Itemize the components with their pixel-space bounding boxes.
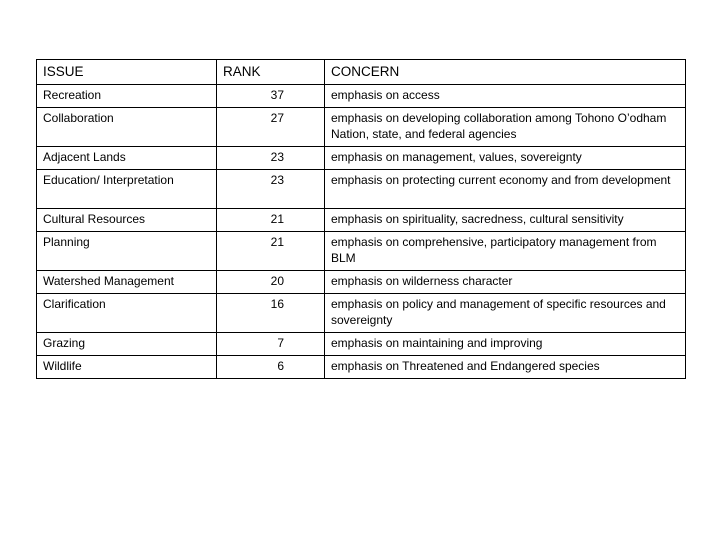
- issue-cell: Adjacent Lands: [37, 147, 217, 170]
- concern-cell: emphasis on protecting current economy and from development: [325, 170, 686, 209]
- rank-cell: 37: [217, 85, 325, 108]
- table-row: [37, 209, 686, 232]
- rank-cell: 21: [217, 209, 325, 232]
- table-row: [37, 85, 686, 108]
- concern-cell: emphasis on management, values, sovereignty: [325, 147, 686, 170]
- table-row: [37, 333, 686, 356]
- table-row: [37, 170, 686, 209]
- rank-cell: 16: [217, 294, 325, 333]
- table-header-row: [37, 60, 686, 85]
- issue-cell: Cultural Resources: [37, 209, 217, 232]
- table-row: [37, 294, 686, 333]
- issue-cell: Recreation: [37, 85, 217, 108]
- header-rank: RANK: [217, 60, 325, 85]
- header-issue: ISSUE: [37, 60, 217, 85]
- rank-cell: 23: [217, 147, 325, 170]
- issue-cell: Watershed Management: [37, 271, 217, 294]
- table-row: [37, 271, 686, 294]
- table-row: [37, 108, 686, 147]
- rank-cell: 6: [217, 356, 325, 379]
- concern-cell: emphasis on maintaining and improving: [325, 333, 686, 356]
- concern-cell: emphasis on Threatened and Endangered species: [325, 356, 686, 379]
- concern-cell: emphasis on access: [325, 85, 686, 108]
- issue-cell: Collaboration: [37, 108, 217, 147]
- concern-cell: emphasis on developing collaboration among Tohono O’odham Nation, state, and federal agencies: [325, 108, 686, 147]
- header-concern: CONCERN: [325, 60, 686, 85]
- rank-cell: 20: [217, 271, 325, 294]
- rank-cell: 23: [217, 170, 325, 209]
- issue-cell: Planning: [37, 232, 217, 271]
- concern-cell: emphasis on spirituality, sacredness, cultural sensitivity: [325, 209, 686, 232]
- concern-cell: emphasis on wilderness character: [325, 271, 686, 294]
- table-row: [37, 356, 686, 379]
- rank-cell: 7: [217, 333, 325, 356]
- issues-table-container: [36, 59, 685, 379]
- rank-cell: 21: [217, 232, 325, 271]
- concern-cell: emphasis on comprehensive, participatory management from BLM: [325, 232, 686, 271]
- issue-cell: Education/ Interpretation: [37, 170, 217, 209]
- rank-cell: 27: [217, 108, 325, 147]
- table-row: [37, 147, 686, 170]
- issue-cell: Grazing: [37, 333, 217, 356]
- issue-cell: Wildlife: [37, 356, 217, 379]
- concern-cell: emphasis on policy and management of specific resources and sovereignty: [325, 294, 686, 333]
- issue-cell: Clarification: [37, 294, 217, 333]
- table-row: [37, 232, 686, 271]
- issues-table: [36, 59, 686, 379]
